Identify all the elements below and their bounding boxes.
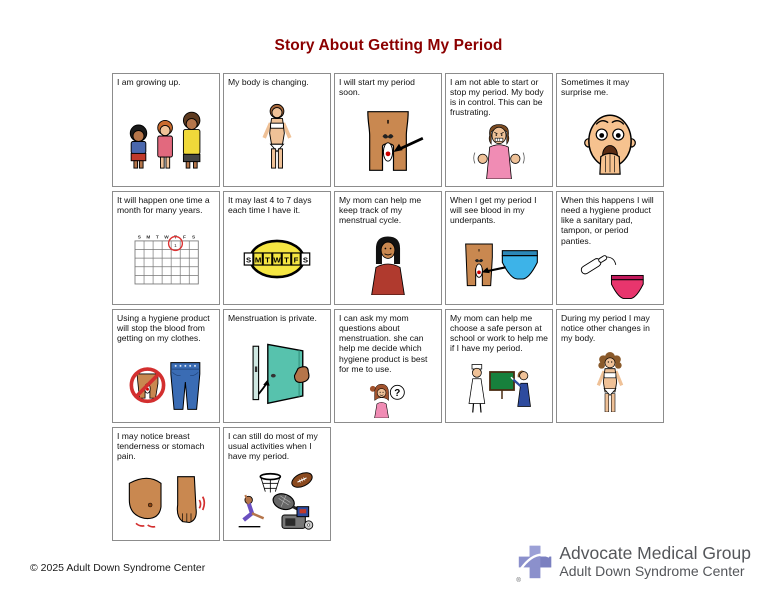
calendar-circled-day: 1 [174,243,177,249]
story-cell [556,191,664,305]
story-cell-text: During my period I may notice other changes in my body. [561,313,650,344]
week-letter: T [265,255,270,265]
week-letter: F [293,255,299,265]
story-cell-art [339,225,437,302]
story-cell [223,309,331,423]
story-cell [445,191,553,305]
question-mark: ? [394,387,401,399]
calendar-day-letter: T [155,234,159,240]
story-cell-text: I may notice breast tenderness or stomach pain. [117,431,205,462]
story-cell-art [117,215,215,302]
story-cell-text: I am not able to start or stop my period. My body is in control. This can be frustrating. [450,77,544,118]
changing-body-icon [231,103,323,169]
growing-children-icon [120,103,212,169]
story-cell [112,309,220,423]
week-letter: W [273,255,281,265]
no-blood-clothes-icon [120,353,212,411]
period-start-icon [342,108,434,174]
story-cell-art [339,97,437,184]
logo-text [559,544,751,580]
story-cell-art [228,323,326,420]
story-cell-art [561,97,659,184]
week-letter: S [245,255,252,265]
story-cell-text: I am growing up. [117,77,181,87]
story-cell [556,73,664,187]
story-cell [223,191,331,305]
story-cell-text: I can ask my mom questions about menstruation. she can help me decide which hygiene product is best for me to use. [339,313,428,374]
story-cell [334,191,442,305]
advocate-logo [517,544,751,584]
week-letter: S [302,255,309,265]
mom-icon [342,233,434,295]
logo-name: Advocate Medical Group [559,543,751,563]
story-cell-art [117,461,215,538]
week-days-oval-icon [231,228,323,290]
calendar-day-letter: W [164,234,169,240]
story-cell-text: Sometimes it may surprise me. [561,77,630,98]
story-cell-text: Menstruation is private. [228,313,317,323]
story-cell-text: It will happen one time a month for many years. [117,195,210,216]
breast-stomach-pain-icon [120,470,212,530]
girl-question-icon [342,376,434,418]
story-cell [445,73,553,187]
story-cell [556,309,664,423]
story-cell-art [117,343,215,420]
calendar-day-letter: M [146,234,151,240]
registered-mark: ® [516,578,521,584]
closing-door-icon [231,338,323,406]
story-cell-text: My mom can help me keep track of my menstrual cycle. [339,195,422,226]
story-cell-text: When I get my period I will see blood in my underpants. [450,195,537,226]
story-cell [223,73,331,187]
story-cell-text: I can still do most of my usual activities when I have my period. [228,431,318,462]
body-changes-icon [564,352,656,412]
story-cell-art [117,87,215,184]
story-cell-art [339,374,437,420]
frustrated-woman-icon [453,123,545,179]
story-cell-text: It may last 4 to 7 days each time I have it. [228,195,312,216]
story-cell-text: My mom can help me choose a safe person at school or work to help me if I have my period. [450,313,548,354]
calendar-day-letter: S [137,234,141,240]
story-cell-text: My body is changing. [228,77,309,87]
tampon-panties-icon [564,248,656,300]
story-grid [112,73,664,541]
week-letter: T [284,255,289,265]
story-cell-text: I will start my period soon. [339,77,415,98]
story-cell [112,191,220,305]
logo-subtitle: Adult Down Syndrome Center [559,563,745,580]
story-cell [334,309,442,423]
week-letter: M [254,255,262,265]
surprised-face-icon [564,106,656,176]
story-cell-art [561,343,659,420]
story-cell-art [228,215,326,302]
calendar-day-letter: F [183,234,186,240]
story-cell-art [561,246,659,302]
story-cell-art [228,87,326,184]
story-cell [223,427,331,541]
story-cell-art [450,225,548,302]
story-cell [112,427,220,541]
story-cell-text: Using a hygiene product will stop the blood from getting on my clothes. [117,313,210,344]
story-cell-art [228,461,326,538]
medical-cross-icon [517,544,553,584]
story-cell-art [450,118,548,184]
copyright-text: © 2025 Adult Down Syndrome Center [30,562,206,574]
story-cell-text: When this happens I will need a hygiene product like a sanitary pad, tampon, or period panties. [561,195,654,246]
activities-icon [231,470,323,530]
calendar-icon [120,228,212,290]
underpants-blood-icon [453,234,545,294]
story-cell [334,73,442,187]
story-cell [445,309,553,423]
story-cell-art [450,354,548,420]
page-title: Story About Getting My Period [274,37,503,54]
story-cell [112,73,220,187]
calendar-day-letter: T [174,234,177,240]
calendar-day-letter: S [191,234,196,240]
nurse-teacher-icon [453,360,545,414]
